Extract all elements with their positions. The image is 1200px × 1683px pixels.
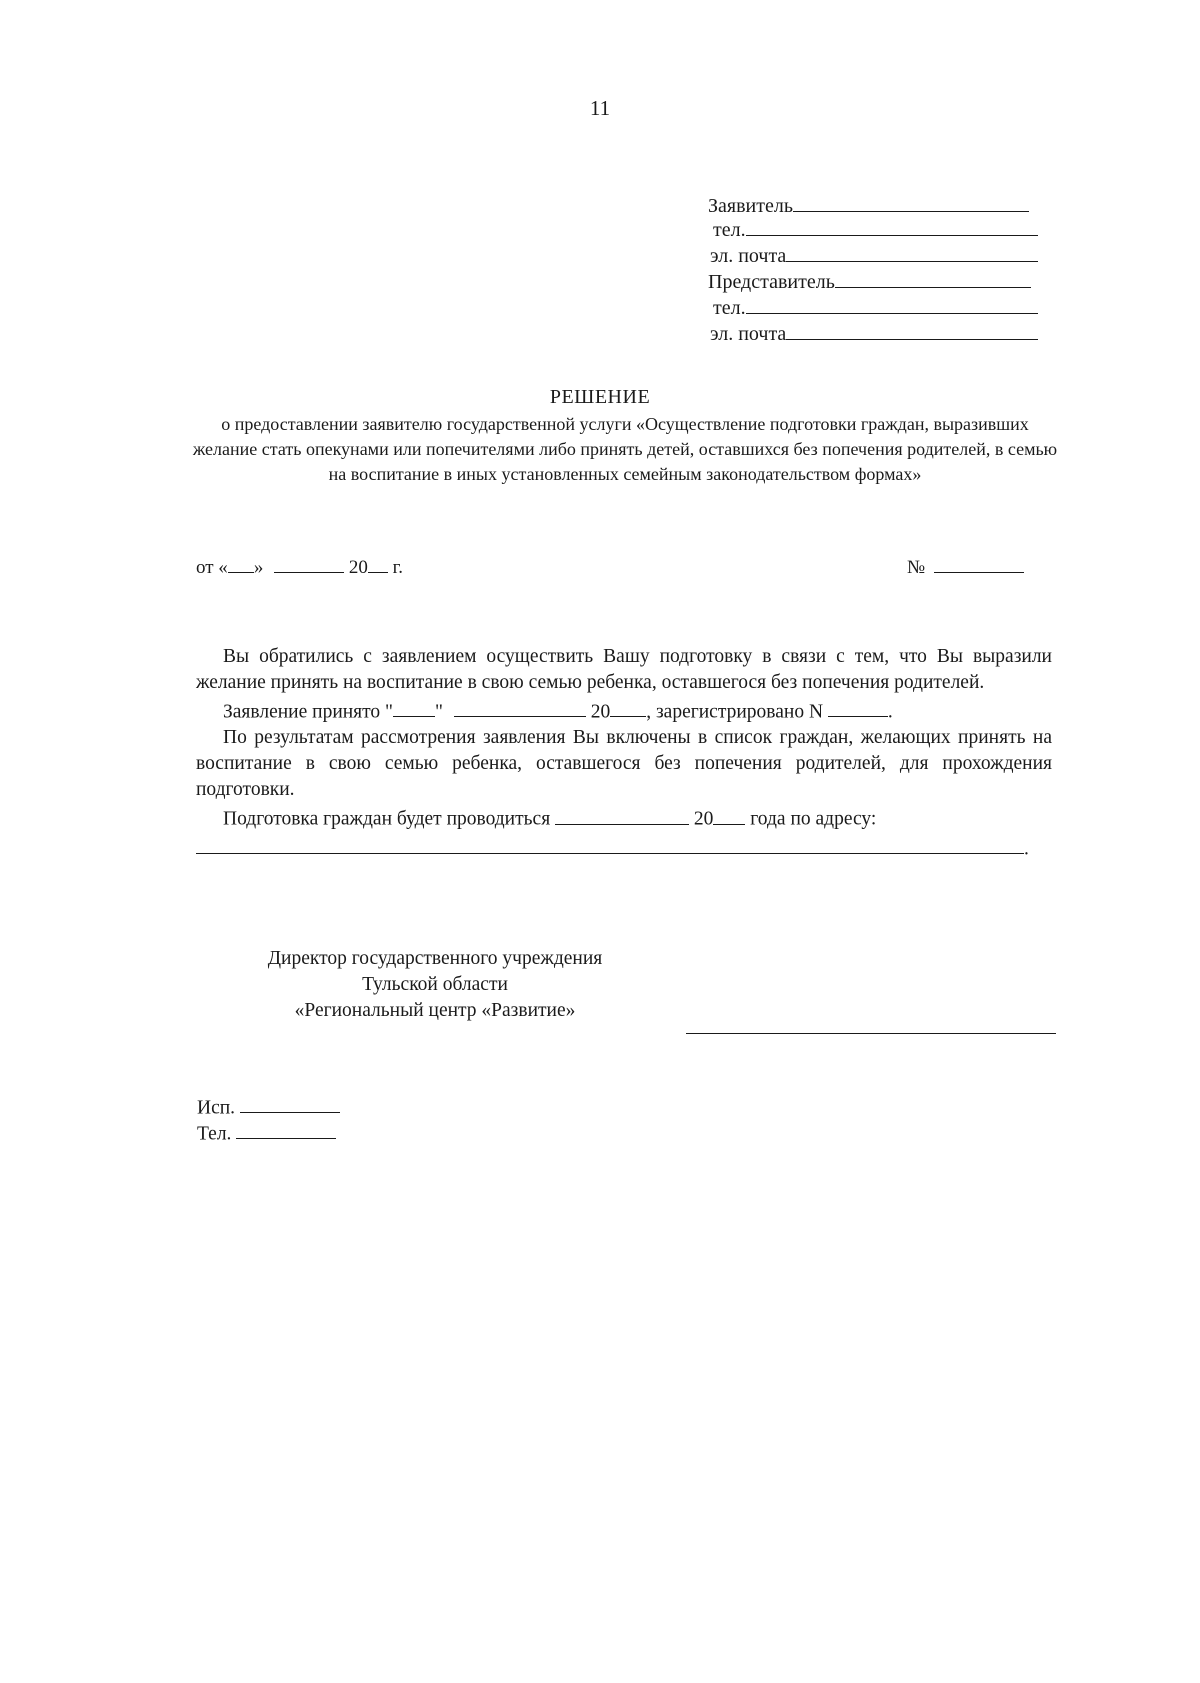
paragraph-request: Вы обратились с заявлением осуществить Вашу подготовку в связи с тем, что Вы выразили желание принять на воспитание в свою семью ребенка, оставшегося без попечения родителей. bbox=[196, 646, 1052, 693]
signature-block bbox=[230, 946, 640, 1024]
applicant-label: Заявитель bbox=[708, 195, 793, 217]
month-field[interactable] bbox=[274, 552, 344, 573]
executor-field[interactable] bbox=[240, 1092, 340, 1113]
paragraph-accepted bbox=[196, 696, 1052, 725]
year-field[interactable] bbox=[368, 552, 388, 573]
accepted-year-field[interactable] bbox=[610, 696, 646, 717]
document-subtitle: о предоставлении заявителю государственной услуги «Осуществление подготовки граждан, выразивших желание стать опекунами или попечителями либо принять детей, оставшихся без попечения родителей, в семью на воспитание в иных установленных семейным законодательством формах» bbox=[192, 414, 1058, 484]
footer-phone-label: Тел. bbox=[197, 1123, 232, 1145]
address-field[interactable] bbox=[196, 833, 1024, 854]
registration-number-field[interactable] bbox=[828, 696, 888, 717]
training-year-prefix: 20 bbox=[693, 808, 714, 830]
rep-phone-field[interactable] bbox=[746, 292, 1038, 314]
rep-email-row bbox=[710, 318, 1038, 346]
address-end: . bbox=[1024, 838, 1029, 860]
training-label: Подготовка граждан будет проводиться bbox=[223, 808, 551, 830]
date-from-label: от « bbox=[196, 556, 228, 578]
accepted-quote: " bbox=[435, 701, 443, 723]
applicant-field[interactable] bbox=[793, 190, 1029, 212]
footer-phone-field[interactable] bbox=[236, 1118, 336, 1139]
phone-field[interactable] bbox=[746, 214, 1038, 236]
accepted-month-field[interactable] bbox=[454, 696, 586, 717]
signature-line-2: Тульской области bbox=[362, 974, 508, 995]
training-address-label: года по адресу: bbox=[750, 808, 877, 830]
registered-label: , зарегистрировано N bbox=[646, 701, 824, 723]
representative-field[interactable] bbox=[835, 266, 1031, 288]
footer-phone-row bbox=[197, 1118, 336, 1145]
rep-phone-row bbox=[713, 292, 1038, 320]
representative-label: Представитель bbox=[708, 271, 835, 293]
rep-phone-label: тел. bbox=[713, 297, 746, 319]
accepted-end: . bbox=[887, 701, 893, 723]
paragraph-result: По результатам рассмотрения заявления Вы включены в список граждан, желающих принять на воспитание в свою семью ребенка, оставшегося без попечения родителей, для прохождения подготовки. bbox=[196, 727, 1052, 801]
email-row bbox=[710, 240, 1038, 268]
accepted-day-field[interactable] bbox=[393, 696, 435, 717]
number-field[interactable] bbox=[934, 552, 1024, 573]
number-line bbox=[907, 552, 1024, 579]
accepted-year-prefix: 20 bbox=[590, 701, 611, 723]
paragraph-training bbox=[196, 803, 1052, 832]
number-label: № bbox=[907, 556, 926, 578]
date-close-quote: » bbox=[253, 556, 264, 578]
rep-email-label: эл. почта bbox=[710, 323, 787, 345]
paragraph-address bbox=[196, 833, 1052, 862]
signature-field[interactable] bbox=[686, 1033, 1056, 1034]
year-suffix: г. bbox=[392, 556, 403, 578]
document-title: РЕШЕНИЕ bbox=[549, 386, 651, 408]
date-line bbox=[196, 552, 403, 579]
executor-row bbox=[197, 1092, 340, 1119]
accepted-label: Заявление принято " bbox=[223, 701, 394, 723]
body-text bbox=[196, 644, 1052, 862]
signature-line-3: «Региональный центр «Развитие» bbox=[294, 1000, 576, 1021]
training-year-field[interactable] bbox=[713, 803, 745, 824]
year-prefix: 20 bbox=[348, 556, 368, 578]
phone-row bbox=[713, 214, 1038, 242]
executor-label: Исп. bbox=[197, 1097, 236, 1119]
page-number: 11 bbox=[589, 96, 611, 120]
representative-row bbox=[708, 266, 1031, 294]
phone-label: тел. bbox=[713, 219, 746, 241]
rep-email-field[interactable] bbox=[786, 318, 1038, 340]
email-field[interactable] bbox=[786, 240, 1038, 262]
day-field[interactable] bbox=[228, 552, 254, 573]
email-label: эл. почта bbox=[710, 245, 787, 267]
training-date-field[interactable] bbox=[555, 803, 689, 824]
signature-line-1: Директор государственного учреждения bbox=[267, 948, 603, 969]
